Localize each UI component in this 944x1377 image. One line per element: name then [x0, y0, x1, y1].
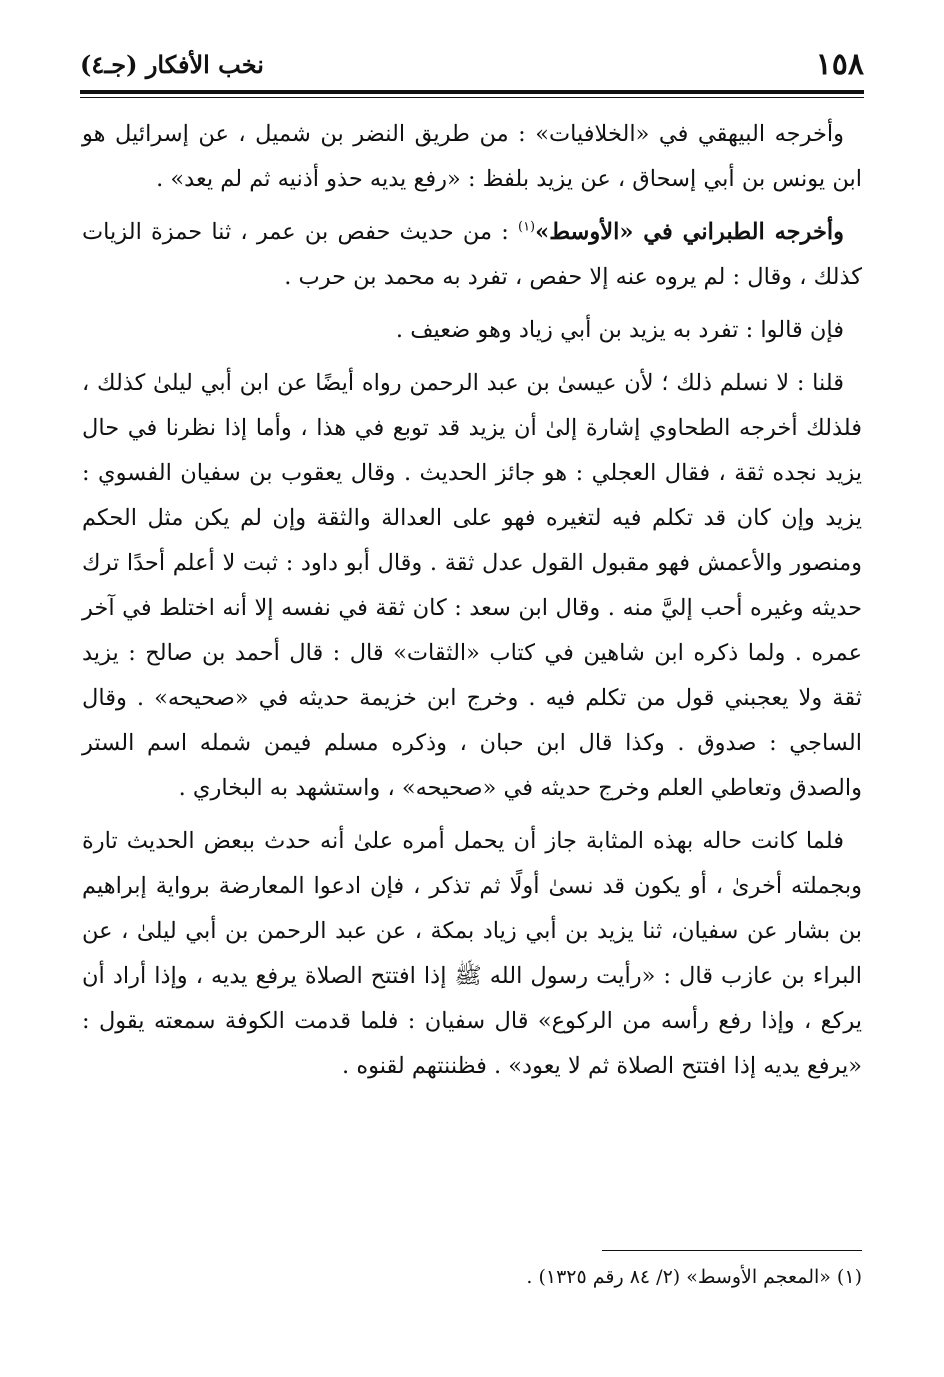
- paragraph-lead: وأخرجه الطبراني في «الأوسط»: [535, 219, 844, 245]
- paragraph-text: قلنا : لا نسلم ذلك ؛ لأن عيسىٰ بن عبد الرحمن رواه أيضًا عن ابن أبي ليلىٰ كذلك ، فلذلك أخرجه الطحاوي إشارة إلىٰ أن يزيد قد توبع في هذا ، وأما إذا نظرنا في حال يزيد نجده ثقة ، فقال العجلي : هو جائز الحديث . وقال يعقوب بن سفيان الفسوي : يزيد وإن كان قد تكلم فيه لتغيره فهو على العدالة والثقة وإن لم يكن مثل الحكم ومنصور والأعمش فهو مقبول القول عدل ثقة . وقال أبو داود : ثبت لا أعلم أحدًا ترك حديثه وغيره أحب إليَّ منه . وقال ابن سعد : كان ثقة في نفسه إلا أنه اختلط في آخر عمره . ولما ذكره ابن شاهين في كتاب «الثقات» قال : قال أحمد بن صالح : يزيد ثقة ولا يعجبني قول من تكلم فيه . وخرج ابن خزيمة حديثه في «صحيحه» . وقال الساجي : صدوق . وكذا قال ابن حبان ، وذكره مسلم فيمن شمله اسم الستر والصدق وتعاطي العلم وخرج حديثه في «صحيحه» ، واستشهد به البخاري .: [82, 370, 862, 801]
- paragraph-text: فلما كانت حاله بهذه المثابة جاز أن يحمل أمره علىٰ أنه حدث ببعض الحديث تارة وبجملته أخرىٰ ، أو يكون قد نسىٰ أولًا ثم تذكر ، فإن ادعوا المعارضة برواية إبراهيم بن بشار عن سفيان، ثنا يزيد بن أبي زياد بمكة ، عن عبد الرحمن بن أبي ليلىٰ ، عن البراء بن عازب قال : «رأيت رسول الله ﷺ إذا افتتح الصلاة يرفع يديه ، وإذا أراد أن يركع ، وإذا رفع رأسه من الركوع» قال سفيان : فلما قدمت الكوفة سمعته يقول : «يرفع يديه إذا افتتح الصلاة ثم لا يعود» . فظننتهم لقنوه .: [82, 828, 862, 1079]
- main-text: [82, 112, 862, 1097]
- header-rule-thick: [80, 90, 864, 94]
- paragraph: [82, 112, 862, 202]
- footnote-rule: [602, 1250, 862, 1251]
- paragraph: [82, 308, 862, 353]
- page-header: [80, 44, 864, 84]
- paragraph-text: : من حديث حفص بن عمر ، ثنا حمزة الزيات كذلك ، وقال : لم يروه عنه إلا حفص ، تفرد به محمد بن حرب .: [82, 219, 862, 290]
- paragraph-text: فإن قالوا : تفرد به يزيد بن أبي زياد وهو ضعيف .: [395, 317, 844, 343]
- footnote-marker: (١): [517, 219, 536, 235]
- header-rule-thin: [80, 97, 864, 98]
- paragraph: [82, 210, 862, 300]
- page-number: ١٥٨: [815, 46, 864, 82]
- paragraph: [82, 361, 862, 811]
- paragraph-text: وأخرجه البيهقي في «الخلافيات» : من طريق النضر بن شميل ، عن إسرائيل هو ابن يونس بن أبي إسحاق ، عن يزيد بلفظ : «رفع يديه حذو أذنيه ثم لم يعد» .: [82, 121, 862, 192]
- paragraph: [82, 819, 862, 1089]
- book-title: نخب الأفكار (جـ٤): [80, 49, 264, 79]
- footnote: (١) «المعجم الأوسط» (٢/ ٨٤ رقم ١٣٢٥) .: [526, 1266, 862, 1288]
